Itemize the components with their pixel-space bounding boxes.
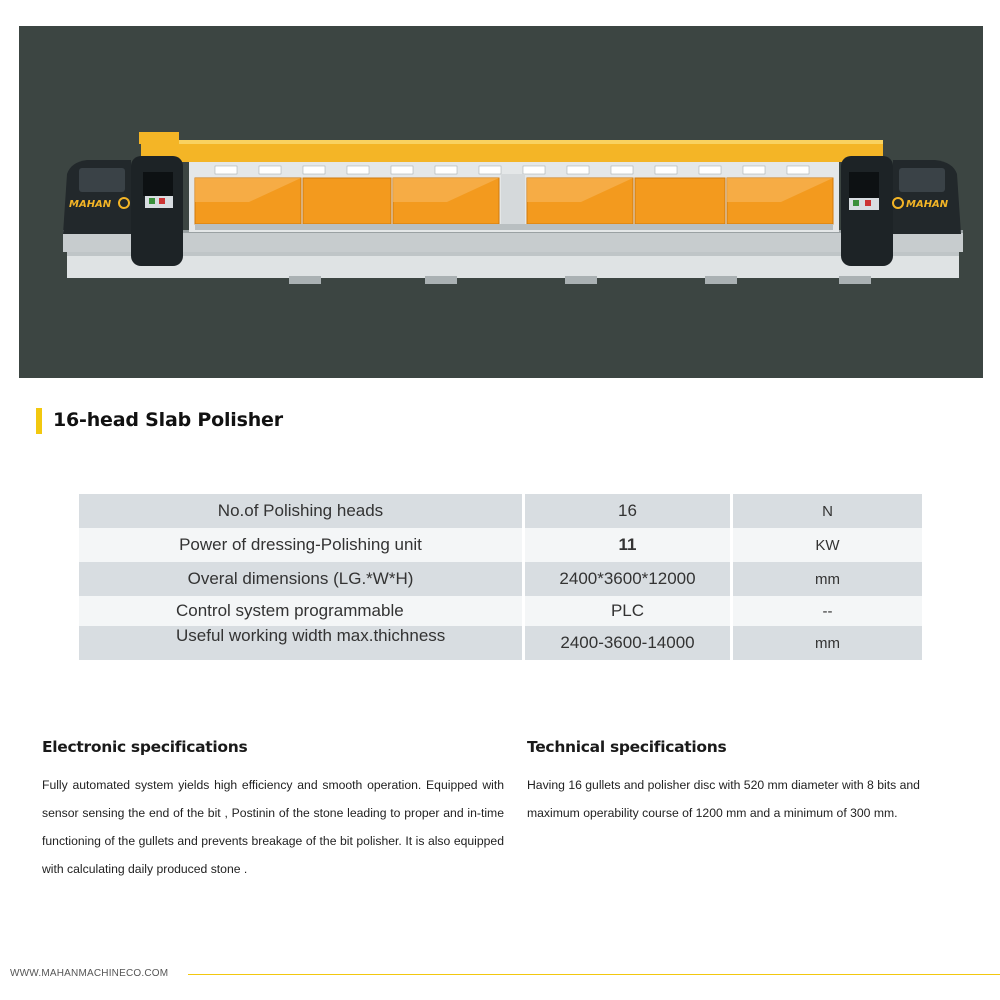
machine-foot xyxy=(289,276,321,284)
spec-value: 11 xyxy=(525,528,733,562)
machine-foot xyxy=(839,276,871,284)
spec-unit: mm xyxy=(733,562,922,596)
spec-unit: N xyxy=(733,494,922,528)
spec-value: 16 xyxy=(525,494,733,528)
table-row xyxy=(79,528,922,562)
table-row xyxy=(79,596,922,626)
machine-foot xyxy=(705,276,737,284)
brand-label-left: MAHAN xyxy=(69,199,112,210)
technical-text: Having 16 gullets and polisher disc with 520 mm diameter with 8 bits and maximum operability course of 1200 mm and a minimum of 300 mm. xyxy=(527,778,920,820)
spec-name: Useful working width max.thichness xyxy=(79,626,525,660)
spec-unit: mm xyxy=(733,626,922,660)
footer-website-link[interactable]: WWW.MAHANMACHINECO.COM xyxy=(10,968,169,979)
spec-name: Control system programmable xyxy=(79,596,525,626)
slab-polisher-illustration xyxy=(19,26,983,378)
page-title: 16-head Slab Polisher xyxy=(53,409,283,431)
technical-specifications xyxy=(527,738,967,827)
spec-value: PLC xyxy=(525,596,733,626)
spec-unit: KW xyxy=(733,528,922,562)
table-row xyxy=(79,562,922,596)
electronic-specifications xyxy=(42,738,504,883)
brand-label-right: MAHAN xyxy=(906,199,949,210)
table-row xyxy=(79,494,922,528)
footer-divider xyxy=(188,974,1000,975)
electronic-text: Fully automated system yields high efficiency and smooth operation. Equipped with sensor sensing the end of the bit , Postinin of the stone leading to proper and in-time functioning of the gullets and prevents breakage of the bit polisher. It is also equipped with calculating daily produced stone . xyxy=(42,778,504,876)
electronic-heading: Electronic specifications xyxy=(42,738,248,756)
title-accent-bar xyxy=(36,408,42,434)
spec-table xyxy=(79,494,922,660)
spec-value: 2400*3600*12000 xyxy=(525,562,733,596)
spec-value: 2400-3600-14000 xyxy=(525,626,733,660)
technical-heading: Technical specifications xyxy=(527,738,727,756)
spec-unit: -- xyxy=(733,596,922,626)
spec-name: Power of dressing-Polishing unit xyxy=(79,528,525,562)
machine-photo xyxy=(19,26,983,378)
machine-foot xyxy=(425,276,457,284)
machine-foot xyxy=(565,276,597,284)
spec-name: No.of Polishing heads xyxy=(79,494,525,528)
table-row xyxy=(79,626,922,660)
spec-name: Overal dimensions (LG.*W*H) xyxy=(79,562,525,596)
